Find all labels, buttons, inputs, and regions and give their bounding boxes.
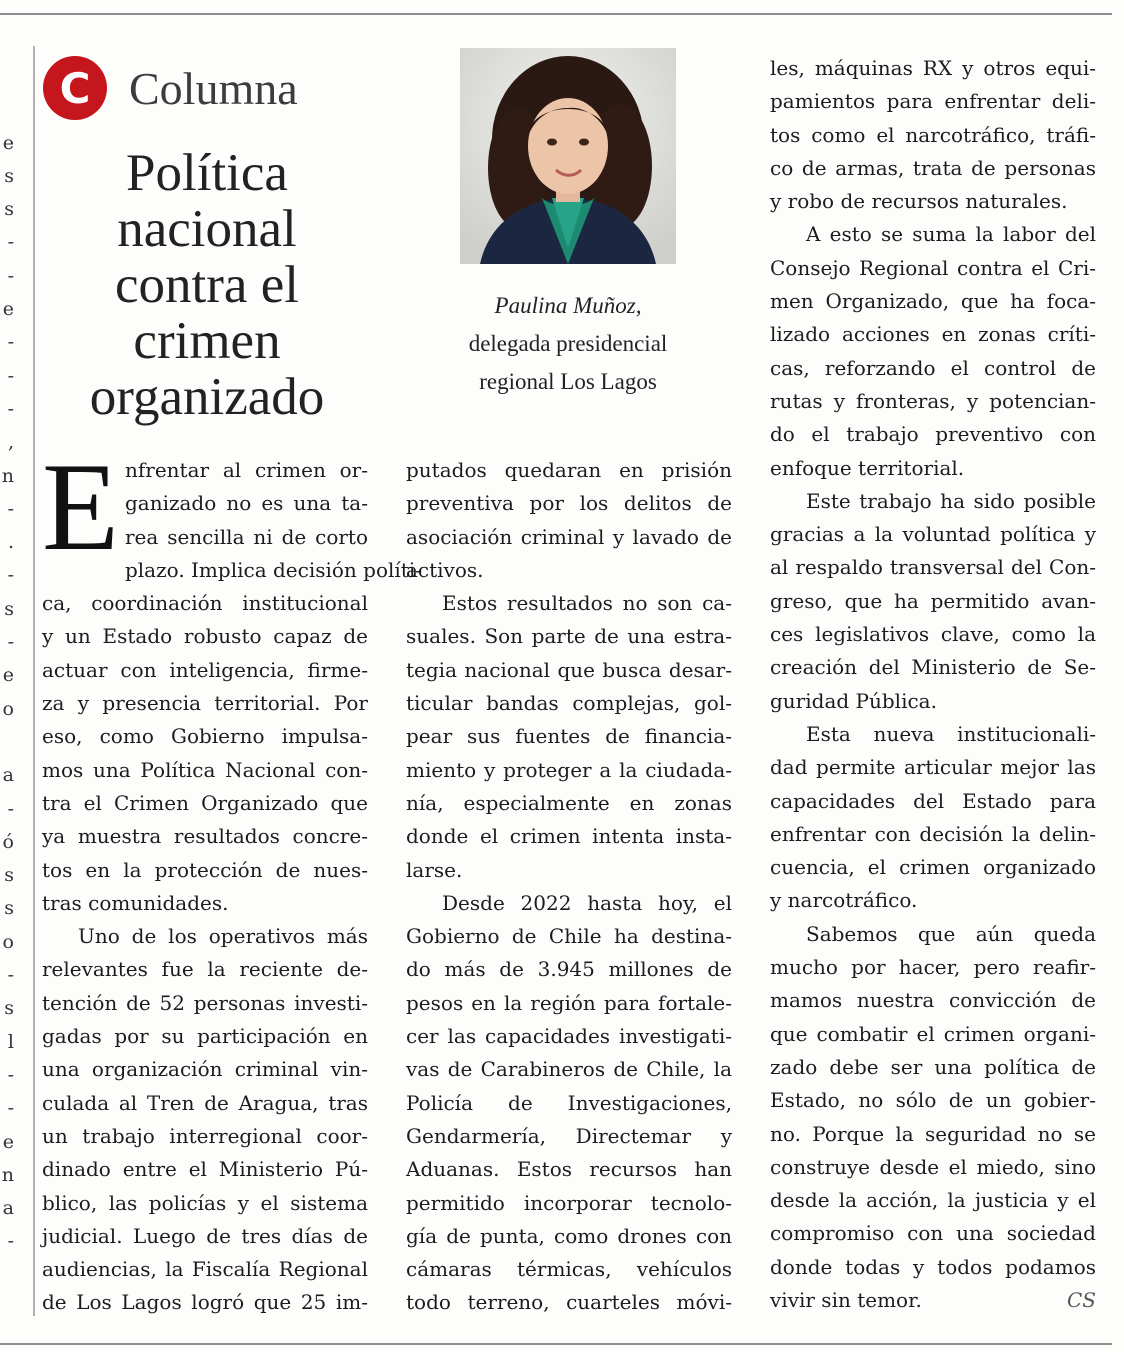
author-region: regional Los Lagos	[479, 369, 657, 394]
article-line: Este trabajo ha sido posible	[806, 488, 1096, 513]
edge-fragment: ó	[2, 830, 14, 853]
article-line: Uno de los operativos más	[78, 924, 368, 949]
article-line: larse.	[406, 857, 463, 882]
article-line: relevantes fue la reciente de-	[42, 957, 368, 982]
article-line: culada al Tren de Aragua, tras	[42, 1090, 368, 1115]
headline-line: organizado	[89, 368, 325, 426]
edge-fragment: -	[7, 964, 14, 987]
article-line: tegia nacional que busca desar-	[406, 657, 732, 682]
edge-fragment: s	[4, 997, 14, 1020]
article-line: gadas por su participación en	[42, 1024, 368, 1049]
edge-fragment	[0, 60, 14, 93]
article-line: za y presencia territorial. Por	[42, 691, 368, 716]
edge-fragment: n	[1, 1163, 14, 1186]
article-line: donde el crimen intenta insta-	[406, 824, 732, 849]
article-line: de Los Lagos logró que 25 im-	[42, 1290, 368, 1315]
article-line: creación del Ministerio de Se-	[770, 655, 1096, 680]
article-line: do más de 3.945 millones de	[406, 957, 732, 982]
article-line: tra el Crimen Organizado que	[42, 790, 368, 815]
article-line: y robo de recursos naturales.	[770, 189, 1068, 214]
author-name: Paulina Muñoz,	[494, 293, 642, 318]
article-line: Estos resultados no son ca-	[442, 591, 732, 616]
headline	[42, 145, 372, 425]
section-badge: C	[43, 56, 107, 120]
author-portrait	[460, 48, 676, 264]
edge-fragment: -	[7, 397, 14, 420]
article-line: pesos en la región para fortale-	[406, 990, 732, 1015]
article-line: ces legislativos clave, como la	[770, 622, 1096, 647]
article-line: cer las capacidades investigati-	[406, 1024, 732, 1049]
article-line: nía, especialmente en zonas	[406, 790, 732, 815]
article-line: permitido incorporar tecnolo-	[406, 1190, 732, 1215]
article-line: al respaldo transversal del Con-	[770, 555, 1096, 580]
article-line: preventiva por los delitos de	[406, 491, 732, 516]
edge-fragment: -	[7, 564, 14, 587]
edge-fragment: a	[2, 1197, 14, 1220]
article-line: zado debe ser una política de	[770, 1054, 1096, 1079]
article-line: ganizado no es una ta-	[124, 491, 368, 516]
article-line: Gobierno de Chile ha destina-	[406, 924, 732, 949]
article-line: mamos nuestra convicción de	[770, 988, 1096, 1013]
article-line: Estado, no sólo de un gobier-	[770, 1088, 1096, 1113]
edge-fragment: a	[2, 764, 14, 787]
drop-cap: E	[42, 438, 119, 577]
article-line: do el trabajo preventivo con	[770, 422, 1096, 447]
article-line: Consejo Regional contra el Cri-	[770, 255, 1096, 280]
article-line: no. Porque la seguridad no se	[770, 1121, 1096, 1146]
edge-fragment: -	[7, 1097, 14, 1120]
article-line: enfoque territorial.	[770, 455, 965, 480]
article-line: suales. Son parte de una estra-	[406, 624, 732, 649]
article-line: donde todas y todos podamos	[770, 1254, 1096, 1279]
article-line: rea sencilla ni de corto	[124, 524, 368, 549]
article-line: eso, como Gobierno impulsa-	[42, 724, 368, 749]
article-line: putados quedaran en prisión	[406, 458, 732, 482]
edge-fragment: s	[4, 897, 14, 920]
edge-fragment: ,	[7, 431, 14, 454]
edge-fragment: -	[7, 364, 14, 387]
headline-line: Política	[126, 144, 288, 202]
article-line: plazo. Implica decisión políti-	[124, 557, 422, 582]
article-line: pamientos para enfrentar deli-	[770, 89, 1096, 114]
article-line: y narcotráfico.	[770, 888, 918, 913]
edge-fragment: -	[7, 797, 14, 820]
article-line: lizado acciones en zonas críti-	[770, 322, 1096, 347]
article-line: guridad Pública.	[770, 688, 937, 713]
article-line: ticular bandas complejas, gol-	[406, 691, 732, 716]
article-line: blico, las policías y el sistema	[42, 1190, 368, 1215]
article-line: asociación criminal y lavado de	[406, 524, 732, 549]
article-line: enfrentar con decisión la delin-	[770, 821, 1096, 846]
article-line: greso, que ha permitido avan-	[770, 588, 1096, 613]
headline-line: crimen	[133, 312, 281, 370]
edge-fragment: l	[7, 1030, 14, 1053]
edge-fragment: -	[7, 331, 14, 354]
section-label: Columna	[129, 62, 298, 114]
article-line: tos como el narcotráfico, tráfi-	[770, 122, 1096, 147]
edge-fragment: s	[4, 864, 14, 887]
article-line: Sabemos que aún queda	[806, 921, 1096, 946]
article-line: dad permite articular mejor las	[770, 755, 1096, 780]
edge-fragment: -	[7, 1230, 14, 1253]
article-line: gracias a la voluntad política y	[770, 522, 1096, 547]
article-line: miento y proteger a la ciudada-	[406, 757, 732, 782]
edge-fragment	[0, 93, 14, 126]
article-line: judicial. Luego de tres días de	[42, 1223, 368, 1248]
end-mark: CS	[1066, 1287, 1096, 1312]
article-line: Policía de Investigaciones,	[406, 1090, 732, 1115]
portrait-caption	[420, 287, 716, 401]
edge-fragment	[0, 726, 14, 759]
article-line: activos.	[406, 557, 484, 582]
article-line: audiencias, la Fiscalía Regional	[42, 1257, 368, 1282]
edge-fragment: -	[7, 631, 14, 654]
headline-line: contra el	[115, 256, 299, 314]
article-column-2	[406, 454, 732, 1320]
bottom-rule	[0, 1343, 1112, 1345]
edge-fragment: e	[2, 1130, 14, 1153]
previous-article-fragments	[0, 60, 14, 1259]
article-line: rutas y fronteras, y potencian-	[770, 388, 1096, 413]
column-divider	[33, 46, 35, 1316]
article-line: dinado entre el Ministerio Pú-	[42, 1157, 368, 1182]
article-line: actuar con inteligencia, firme-	[42, 657, 368, 682]
article-line: Aduanas. Estos recursos han	[406, 1157, 732, 1182]
article-line: Gendarmería, Directemar y	[406, 1123, 732, 1148]
article-line: todo terreno, cuarteles móvi-	[406, 1290, 732, 1315]
edge-fragment: s	[4, 164, 14, 187]
article-line: ca, coordinación institucional	[42, 591, 368, 616]
article-line: vivir sin temor.	[770, 1287, 922, 1312]
article-line: men Organizado, que ha foca-	[770, 289, 1096, 314]
section-tag	[43, 56, 298, 120]
article-line: ya muestra resultados concre-	[42, 824, 368, 849]
article-column-1	[42, 438, 422, 1320]
article-line: tos en la protección de nues-	[42, 857, 368, 882]
article-line: construye desde el miedo, sino	[770, 1154, 1096, 1179]
edge-fragment: e	[2, 664, 14, 687]
top-rule	[0, 13, 1112, 15]
headline-line: nacional	[117, 200, 297, 258]
article-line: A esto se suma la labor del	[806, 222, 1096, 247]
edge-fragment: -	[7, 497, 14, 520]
edge-fragment: o	[2, 930, 14, 953]
edge-fragment: -	[7, 231, 14, 254]
article-line: cas, reforzando el control de	[770, 355, 1096, 380]
article-line: cámaras térmicas, vehículos	[406, 1257, 732, 1282]
edge-fragment: .	[7, 531, 14, 554]
article-line: compromiso con una sociedad	[770, 1221, 1096, 1246]
author-role: delegada presidencial	[468, 331, 668, 356]
article-line: y un Estado robusto capaz de	[42, 624, 368, 649]
article-line: tención de 52 personas investi-	[42, 990, 368, 1015]
article-line: les, máquinas RX y otros equi-	[770, 56, 1096, 80]
article-line: Esta nueva institucionali-	[806, 721, 1096, 746]
edge-fragment: n	[1, 464, 14, 487]
edge-fragment: e	[2, 131, 14, 154]
edge-fragment: -	[7, 1063, 14, 1086]
edge-fragment: e	[2, 298, 14, 321]
article-line: gía de punta, como drones con	[406, 1223, 732, 1248]
edge-fragment: o	[2, 697, 14, 720]
article-line: mucho por hacer, pero reafir-	[770, 955, 1096, 980]
article-line: mos una Política Nacional con-	[42, 757, 368, 782]
edge-fragment: -	[7, 264, 14, 287]
article-line: desde la acción, la justicia y el	[770, 1188, 1096, 1213]
edge-fragment: s	[4, 597, 14, 620]
article-line: cuencia, el crimen organizado	[770, 855, 1096, 880]
article-line: nfrentar al crimen or-	[124, 458, 368, 482]
article-line: pear sus fuentes de financia-	[406, 724, 732, 749]
article-line: una organización criminal vin-	[42, 1057, 368, 1082]
edge-fragment: s	[4, 198, 14, 221]
article-line: Desde 2022 hasta hoy, el	[442, 890, 732, 915]
article-line: co de armas, trata de personas	[770, 155, 1096, 180]
article-line: que combatir el crimen organi-	[770, 1021, 1096, 1046]
article-line: vas de Carabineros de Chile, la	[406, 1057, 732, 1082]
article-column-3	[770, 52, 1096, 1317]
article-line: capacidades del Estado para	[770, 788, 1096, 813]
article-line: un trabajo interregional coor-	[42, 1123, 368, 1148]
article-line: tras comunidades.	[42, 890, 229, 915]
